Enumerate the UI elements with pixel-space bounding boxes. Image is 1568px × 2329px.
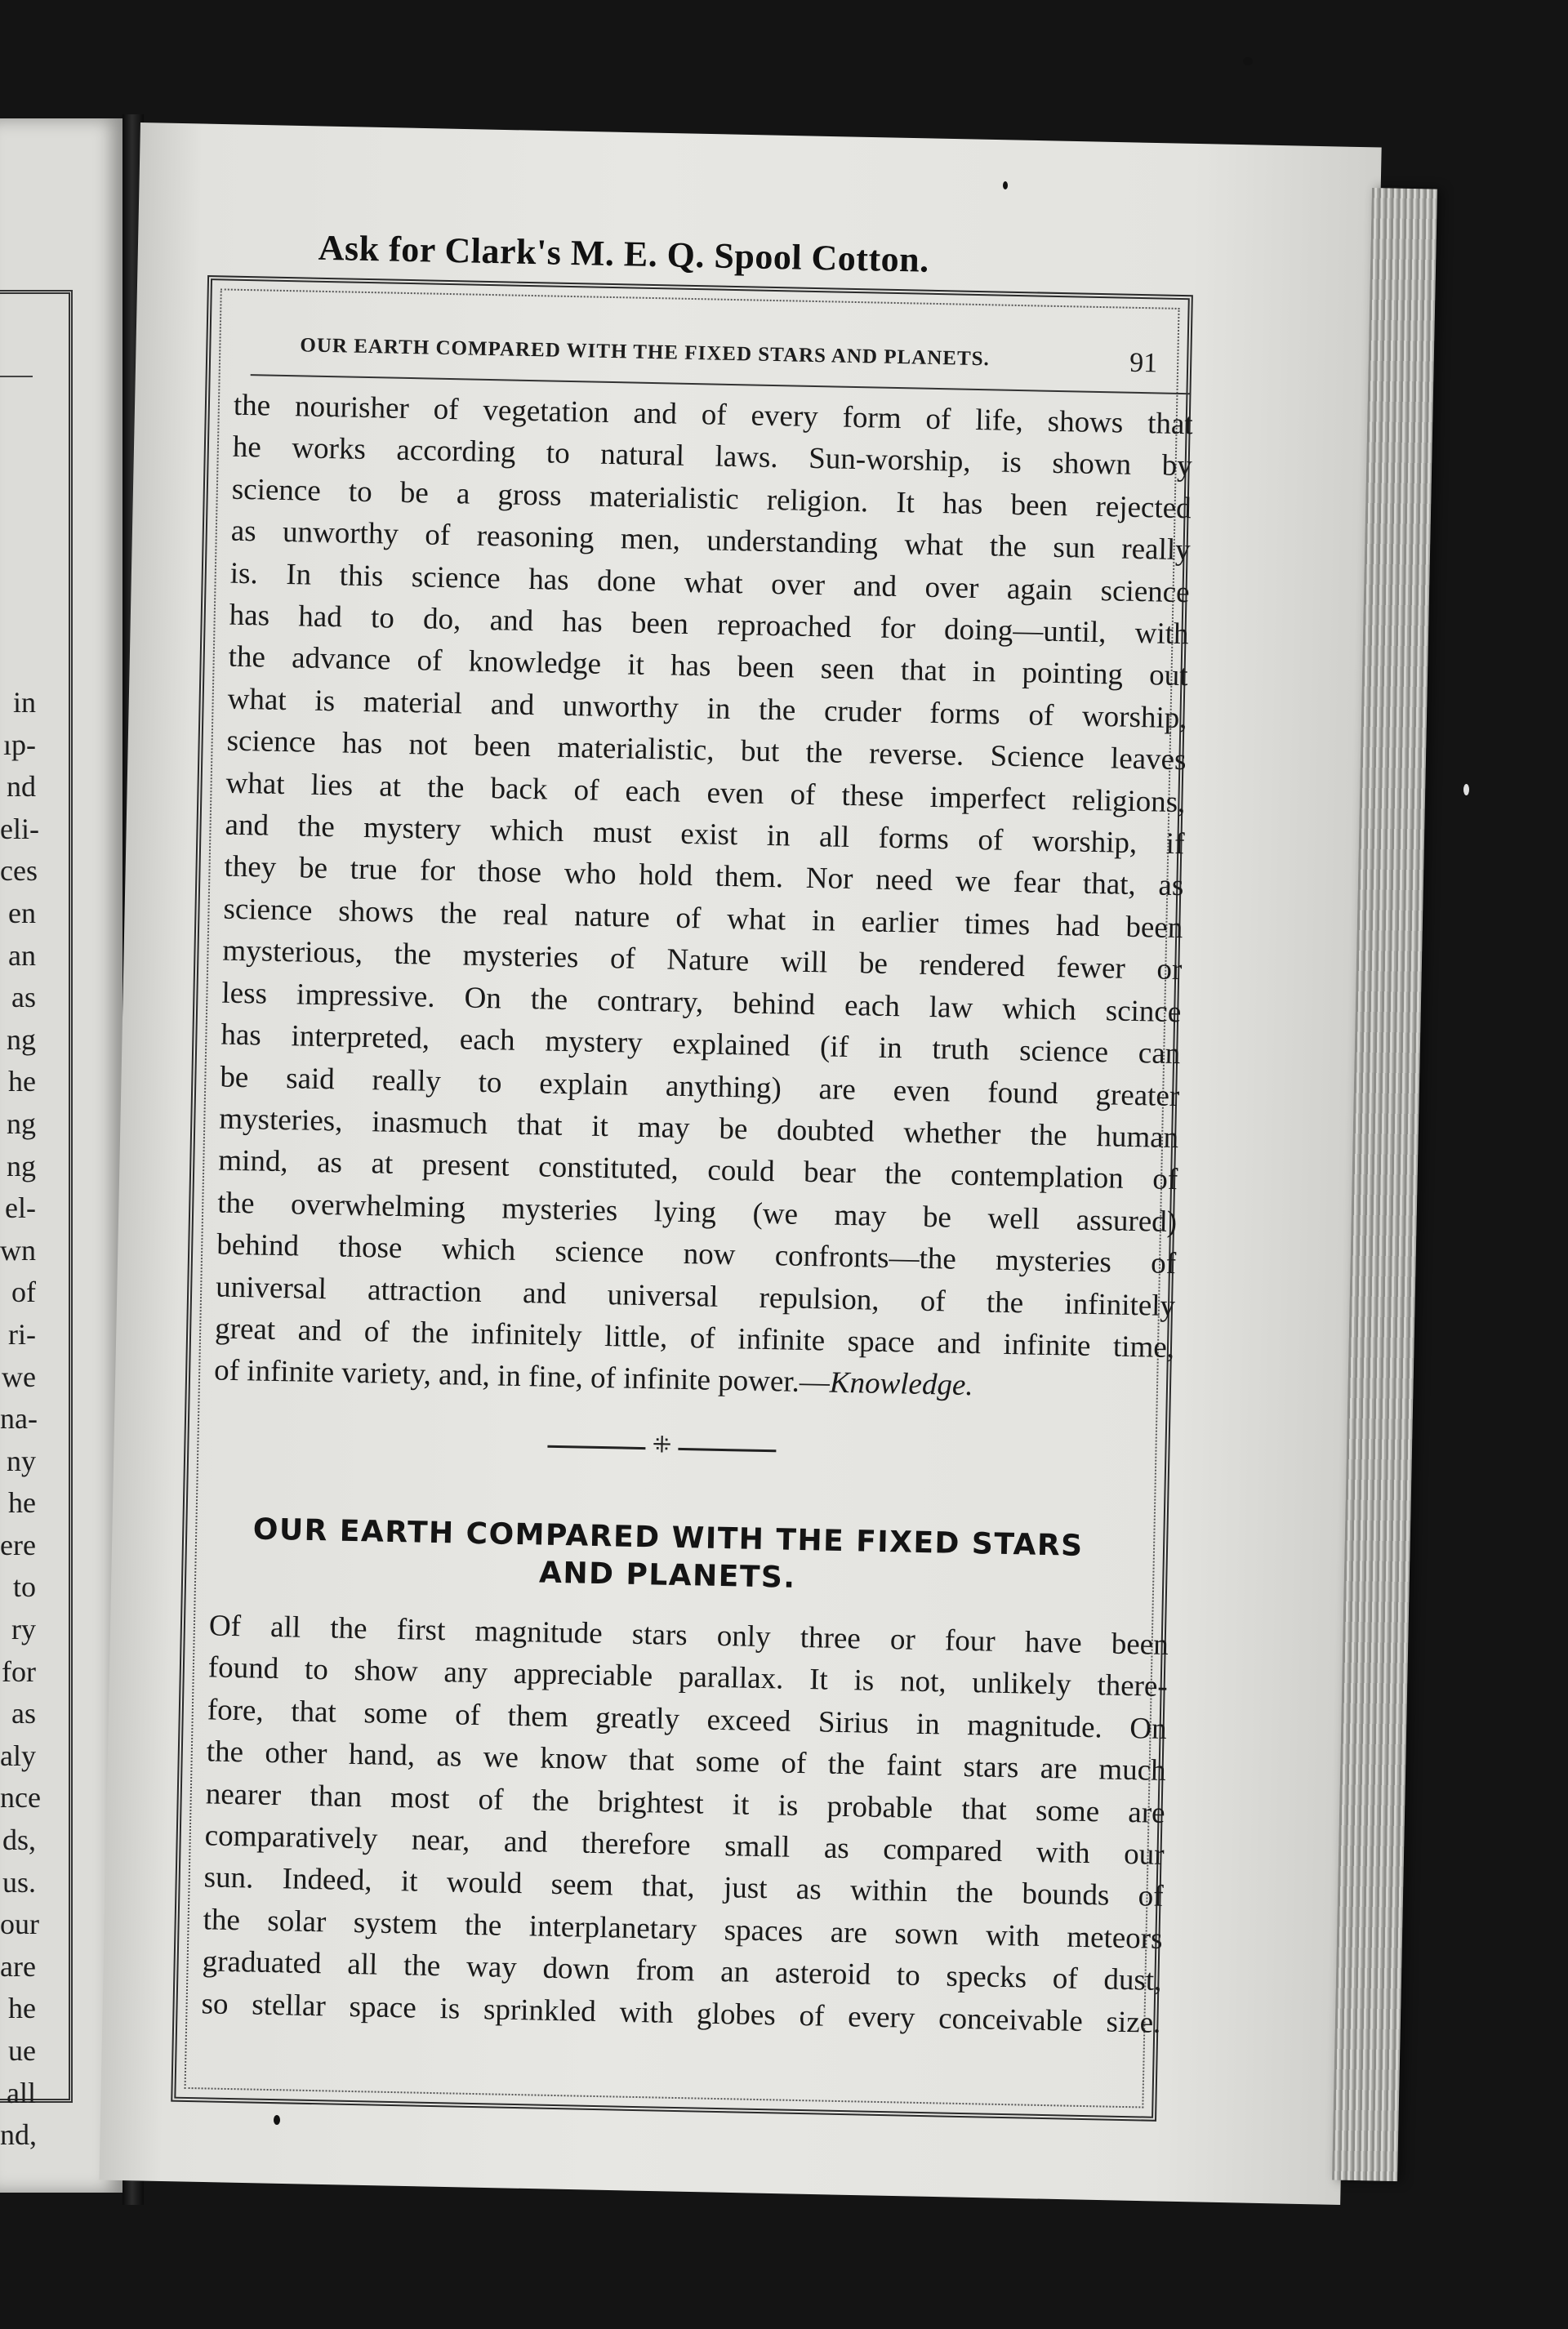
- left-page-fragment: ds,: [2, 1824, 36, 1857]
- left-page-fragment: aly: [0, 1739, 36, 1772]
- divider-bar-right: [678, 1448, 776, 1452]
- dust-speck: [1463, 784, 1469, 795]
- left-page-fragment: ry: [11, 1613, 36, 1646]
- left-page-fragment: all: [7, 2076, 36, 2109]
- dust-speck: [274, 2115, 280, 2125]
- text-line: mysterious, the mysteries of Nature will be rendered fewer or: [222, 933, 1183, 987]
- text-line: the overwhelming mysteries lying (we may be well assured): [216, 1186, 1178, 1239]
- left-page-fragment: are: [0, 1949, 36, 1983]
- left-page-fragment: as: [11, 1697, 36, 1730]
- left-page-fragment: en: [8, 896, 36, 929]
- text-line: as unworthy of reasoning men, understanding what the sun really: [230, 514, 1192, 568]
- text-line: they be true for those who hold them. Nor need we fear that, as: [224, 850, 1184, 903]
- text-line: sun. Indeed, it would seem that, just as within the bounds of: [203, 1860, 1164, 1914]
- text-line: the nourisher of vegetation and of every form of life, shows that: [233, 388, 1194, 442]
- text-line: found to show any appreciable parallax. It is not, unlikely there-: [207, 1650, 1169, 1704]
- left-page-fragment: na-: [0, 1402, 38, 1436]
- dust-speck: [1243, 57, 1253, 65]
- section-title-line1: OUR EARTH COMPARED WITH THE FIXED STARS: [252, 1512, 1085, 1563]
- left-page-fragment: ri-: [8, 1317, 36, 1351]
- left-page-fragment: ng: [7, 1149, 36, 1182]
- left-page-fragment: ng: [7, 1022, 36, 1056]
- left-page-fragment: ng: [7, 1107, 36, 1140]
- left-page-fragment: for: [2, 1654, 36, 1688]
- text-line: and the mystery which must exist in all forms of worship, if: [225, 808, 1185, 862]
- left-page-fragment: eli-: [0, 812, 39, 845]
- left-page-fragment: in: [12, 686, 36, 719]
- left-page-fragment: ces: [0, 854, 38, 888]
- source-attribution: Knowledge.: [829, 1365, 974, 1403]
- text-line: the solar system the interplanetary spaces are sown with meteors: [203, 1903, 1163, 1956]
- text-line: has had to do, and has been reproached for doing—until, with: [229, 598, 1189, 652]
- left-page-fragment: wn: [0, 1233, 36, 1267]
- left-page-fragment: he: [8, 1992, 36, 2025]
- text-line: what is material and unworthy in the cruder forms of worship,: [227, 682, 1187, 736]
- text-line: is. In this science has done what over and over again science: [229, 556, 1190, 609]
- text-line: Of all the first magnitude stars only three or four have been: [208, 1609, 1169, 1662]
- text-line: great and of the infinitely little, of infinite space and infinite time,: [214, 1311, 1175, 1365]
- final-sentence: of infinite variety, and, in fine, of infinite power.—: [213, 1353, 831, 1400]
- left-page-fragment: an: [8, 938, 36, 972]
- text-line: less impressive. On the contrary, behind each law which scince: [221, 976, 1182, 1029]
- left-page-fragment: nce: [0, 1781, 41, 1815]
- left-page-fragment: our: [0, 1908, 39, 1941]
- text-line: mind, as at present constituted, could bear the contemplation of: [217, 1143, 1178, 1197]
- divider-ornament-icon: ⁜: [652, 1432, 672, 1458]
- article-body: [214, 385, 1194, 1411]
- left-page-fragment: ıp-: [3, 728, 36, 761]
- section-title-line2: AND PLANETS.: [538, 1556, 796, 1595]
- left-page-fragment: he: [8, 1486, 36, 1520]
- text-line: science to be a gross materialistic religion. It has been rejected: [231, 472, 1192, 526]
- section-divider: [547, 1434, 777, 1463]
- text-line: comparatively near, and therefore small as compared with our: [204, 1819, 1165, 1872]
- text-line: universal attraction and universal repulsion, of the infinitely: [215, 1270, 1176, 1323]
- left-page-fragment: nd,: [0, 2118, 37, 2152]
- text-line: the advance of knowledge it has been seen that in pointing out: [228, 640, 1188, 693]
- text-line: the other hand, as we know that some of the faint stars are much: [206, 1735, 1167, 1788]
- text-line: science shows the real nature of what in earlier times had been: [223, 892, 1183, 946]
- text-line: graduated all the way down from an asteroid to specks of dust,: [202, 1944, 1162, 1998]
- text-line: be said really to explain anything) are even found greater: [220, 1060, 1180, 1113]
- text-line: nearer than most of the brightest it is probable that some are: [205, 1777, 1165, 1830]
- left-page-fragment: ue: [8, 2034, 36, 2067]
- advertisement-header: Ask for Clark's M. E. Q. Spool Cotton.: [318, 227, 930, 280]
- left-page-fragment: ere: [0, 1528, 36, 1561]
- text-line: science has not been materialistic, but the reverse. Science leaves: [226, 724, 1187, 777]
- dust-speck: [1003, 181, 1008, 189]
- left-page-fragment: to: [12, 1570, 36, 1604]
- text-line: mysteries, inasmuch that it may be doubted whether the human: [218, 1102, 1179, 1156]
- left-page-fragment: he: [8, 1065, 36, 1098]
- left-page-fragment: us.: [2, 1865, 36, 1899]
- text-line: so stellar space is sprinkled with globes of every conceivable size.: [201, 1986, 1161, 2040]
- text-line: behind those which science now confronts—the mysteries of: [216, 1227, 1177, 1281]
- page-number: 91: [1129, 347, 1158, 379]
- running-head-title: OUR EARTH COMPARED WITH THE FIXED STARS AND PLANETS.: [300, 334, 991, 371]
- left-page-fragment: as: [11, 981, 36, 1014]
- text-line: fore, that some of them greatly exceed Sirius in magnitude. On: [207, 1693, 1168, 1746]
- text-line: what lies at the back of each even of these imperfect religions,: [225, 766, 1186, 819]
- text-line: has interpreted, each mystery explained (if in truth science can: [220, 1018, 1181, 1071]
- section-body: [201, 1605, 1169, 2044]
- divider-bar-left: [547, 1445, 645, 1450]
- left-page-fragment: we: [2, 1360, 36, 1393]
- left-page-fragment: el-: [5, 1191, 36, 1225]
- left-page-fragment: of: [11, 1276, 36, 1309]
- left-page-fragment: ny: [7, 1444, 36, 1477]
- left-page-fragment: nd: [7, 770, 36, 804]
- text-line: he works according to natural laws. Sun-worship, is shown by: [232, 430, 1193, 483]
